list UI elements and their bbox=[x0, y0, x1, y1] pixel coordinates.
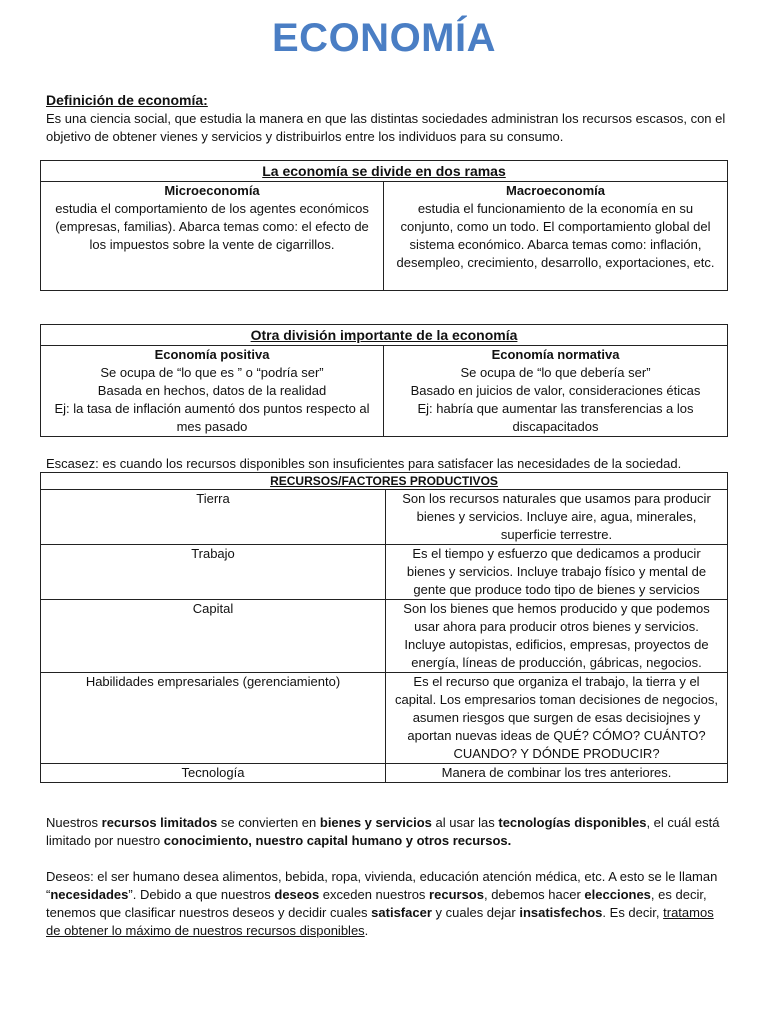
bold-span: necesidades bbox=[50, 887, 129, 902]
resource-name: Tierra bbox=[41, 490, 386, 545]
branches-table bbox=[40, 160, 728, 291]
positive-line1: Se ocupa de “lo que es ” o “podría ser” bbox=[100, 365, 324, 380]
bold-span: insatisfechos bbox=[519, 905, 603, 920]
bold-span: tecnologías disponibles bbox=[498, 815, 647, 830]
text-span: . Es decir, bbox=[602, 905, 664, 920]
text-span: y cuales dejar bbox=[431, 905, 520, 920]
micro-cell bbox=[41, 182, 384, 291]
table-row bbox=[41, 673, 728, 764]
normative-title: Economía normativa bbox=[491, 347, 620, 362]
positive-title: Economía positiva bbox=[154, 347, 270, 362]
bold-span: recursos bbox=[429, 887, 484, 902]
text-span: , es decir, tenemos que clasificar nuestros deseos y decidir cuales bbox=[46, 887, 707, 920]
text-span: , el cuál está limitado por nuestro bbox=[46, 815, 720, 848]
text-span: , debemos hacer bbox=[483, 887, 585, 902]
normative-line1: Se ocupa de “lo que debería ser” bbox=[460, 365, 651, 380]
positive-line3: Ej: la tasa de inflación aumentó dos puntos respecto al mes pasado bbox=[54, 401, 370, 434]
definition-text: Es una ciencia social, que estudia la manera en que las distintas sociedades administran los recursos escasos, con el objetivo de obtener vienes y servicios y distribuirlos entre los individuos para su consumo. bbox=[46, 111, 726, 144]
bold-span: bienes y servicios bbox=[319, 815, 432, 830]
micro-text: estudia el comportamiento de los agentes económicos (empresas, familias). Abarca temas como: el efecto de los impuestos sobre la vente de cigarrillos. bbox=[55, 201, 369, 252]
resource-desc: Manera de combinar los tres anteriores. bbox=[386, 764, 728, 783]
branches-header: La economía se divide en dos ramas bbox=[41, 161, 728, 182]
text-span: exceden nuestros bbox=[319, 887, 430, 902]
normative-line3: Ej: habría que aumentar las transferencias a los discapacitados bbox=[417, 401, 694, 434]
bold-span: elecciones bbox=[584, 887, 651, 902]
division-header: Otra división importante de la economía bbox=[41, 325, 728, 346]
text-span: se convierten en bbox=[217, 815, 320, 830]
text-span: ”. Debido a que nuestros bbox=[128, 887, 275, 902]
bold-span: conocimiento, nuestro capital humano y otros recursos. bbox=[163, 833, 512, 848]
text-span: al usar las bbox=[431, 815, 499, 830]
bold-span: satisfacer bbox=[371, 905, 432, 920]
resource-desc: Son los bienes que hemos producido y que podemos usar ahora para producir otros bienes y servicios. Incluye autopistas, edificios, empresas, proyectos de energía, líneas de producción, gábricas, negocios. bbox=[386, 600, 728, 673]
resources-header: RECURSOS/FACTORES PRODUCTIVOS bbox=[41, 473, 728, 490]
resource-desc: Es el tiempo y esfuerzo que dedicamos a producir bienes y servicios. Incluye trabajo físico y mental de gente que produce todo tipo de bienes y servicios bbox=[386, 545, 728, 600]
resource-name: Tecnología bbox=[41, 764, 386, 783]
positive-cell bbox=[41, 346, 384, 437]
underlined-span: tratamos de obtener lo máximo de nuestros recursos disponibles bbox=[46, 905, 714, 938]
scarcity-text: Escasez: es cuando los recursos disponibles son insuficientes para satisfacer las necesidades de la sociedad. bbox=[46, 456, 682, 471]
macro-title: Macroeconomía bbox=[506, 183, 605, 198]
normative-cell bbox=[384, 346, 728, 437]
macro-cell bbox=[384, 182, 728, 291]
table-row bbox=[41, 764, 728, 783]
text-span: . bbox=[364, 923, 369, 938]
normative-line2: Basado en juicios de valor, consideraciones éticas bbox=[410, 383, 701, 398]
text-span: Nuestros bbox=[46, 815, 102, 830]
table-row bbox=[41, 600, 728, 673]
resource-name: Capital bbox=[41, 600, 386, 673]
resources-paragraph bbox=[46, 814, 726, 850]
bold-span: recursos limitados bbox=[101, 815, 218, 830]
resource-desc: Son los recursos naturales que usamos para producir bienes y servicios. Incluye aire, agua, minerales, superficie terrestre. bbox=[386, 490, 728, 545]
resources-table bbox=[40, 472, 728, 783]
resource-desc: Es el recurso que organiza el trabajo, la tierra y el capital. Los empresarios toman decisiones de negocios, asumen riesgos que surgen de esas decisiojnes y aportan nuevas ideas de QUÉ? CÓMO? CUÁNTO? CUANDO? Y DÓNDE PRODUCIR? bbox=[386, 673, 728, 764]
table-row bbox=[41, 545, 728, 600]
text-span: Deseos: el ser humano desea alimentos, bebida, ropa, vivienda, educación atención médica, etc. A esto se le llaman “ bbox=[46, 869, 718, 902]
resource-name: Trabajo bbox=[41, 545, 386, 600]
division-table bbox=[40, 324, 728, 437]
definition-heading: Definición de economía: bbox=[46, 92, 208, 108]
micro-title: Microeconomía bbox=[164, 183, 260, 198]
resource-name: Habilidades empresariales (gerenciamiento) bbox=[41, 673, 386, 764]
table-row bbox=[41, 490, 728, 545]
macro-text: estudia el funcionamiento de la economía en su conjunto, como un todo. El comportamiento global del sistema económico. Abarca temas como: inflación, desempleo, crecimiento, desarrollo, exportaciones, etc. bbox=[396, 201, 715, 270]
page-title: ECONOMÍA bbox=[272, 16, 496, 60]
bold-span: deseos bbox=[274, 887, 320, 902]
desires-paragraph bbox=[46, 868, 726, 940]
positive-line2: Basada en hechos, datos de la realidad bbox=[97, 383, 327, 398]
